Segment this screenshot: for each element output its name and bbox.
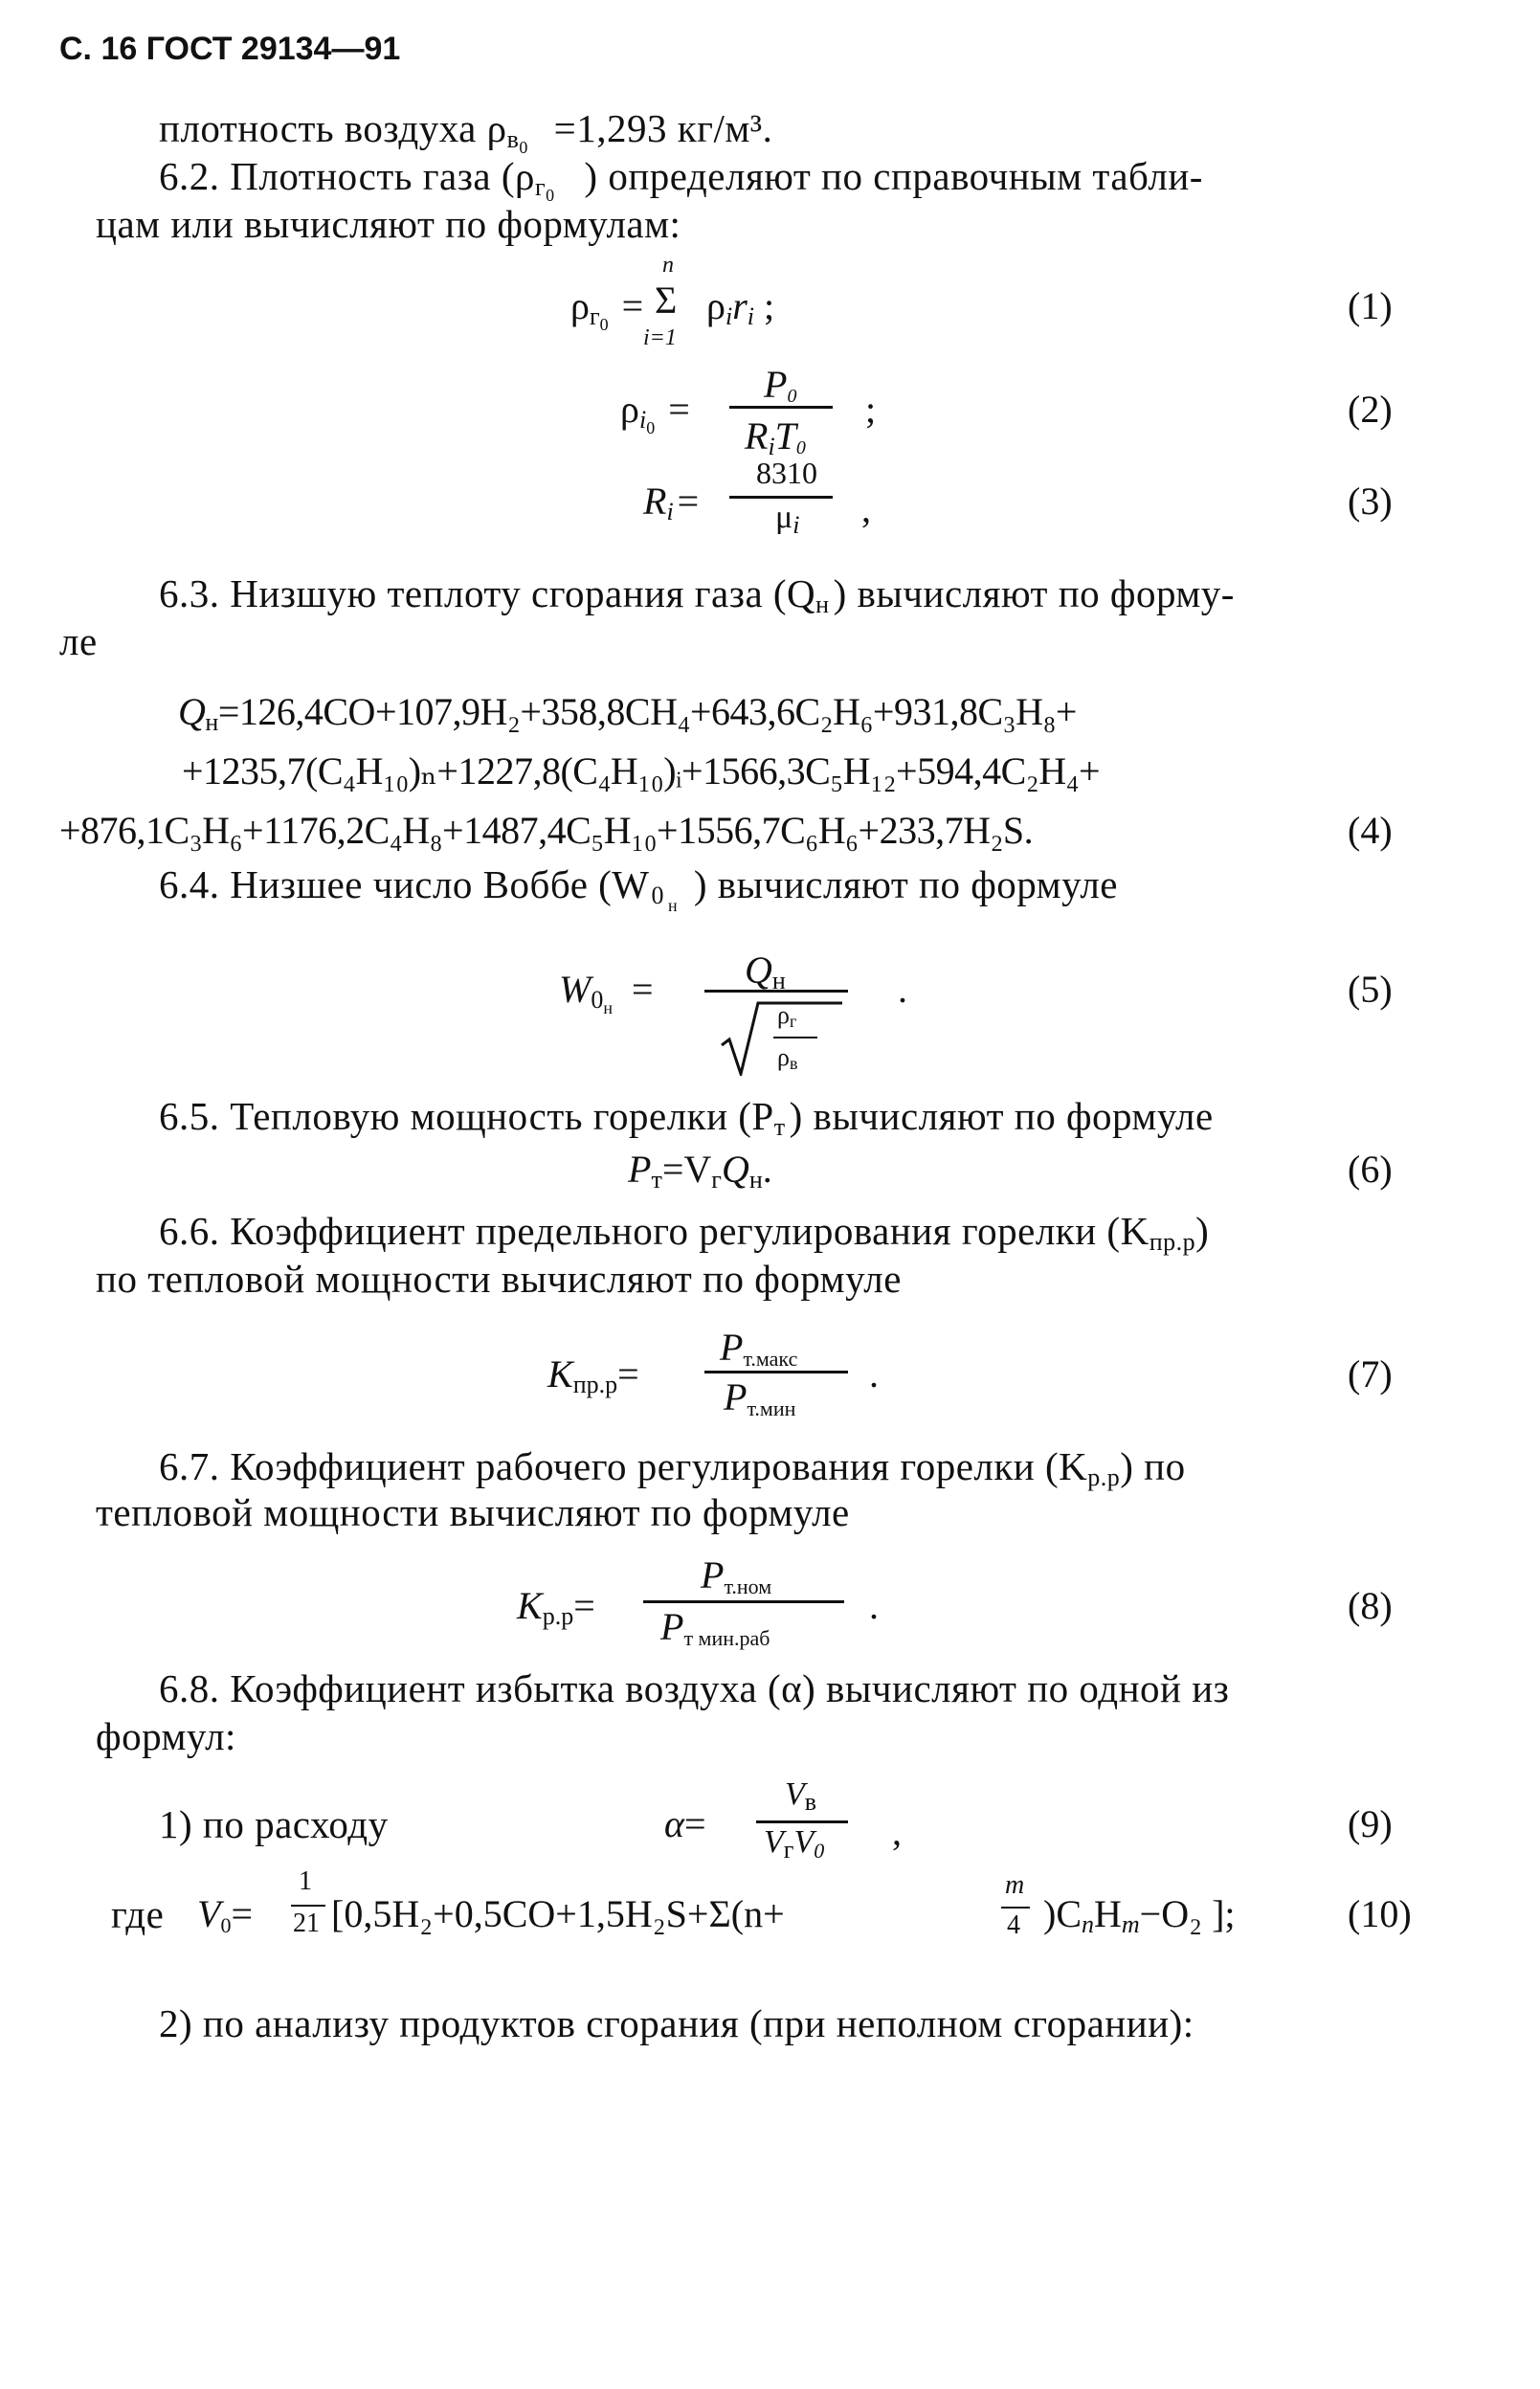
text: =1,293 кг/м³.	[553, 106, 773, 150]
formula-4-line3: +876,1C₃H₆+1176,2C₄H₈+1487,4C₅H₁₀+1556,7C₆H₆+233,7H₂S.	[59, 809, 1034, 852]
comma: ,	[892, 1810, 902, 1853]
period: .	[869, 1352, 879, 1395]
text: 6.6. Коэффициент предельного регулирования горелки (K	[159, 1209, 1149, 1253]
formula-8-den: Pт мин.раб	[660, 1605, 770, 1650]
formula-2-lhs: $\rho i_0$ =	[620, 388, 690, 437]
section-6-6-line2: по тепловой мощности вычисляют по формуле	[96, 1257, 902, 1301]
frac-m: m	[1005, 1870, 1025, 1900]
sum-sign: Σ	[655, 279, 678, 322]
formula-3-lhs: Ri =	[643, 480, 700, 525]
text: ) определяют по справочным табли-	[584, 154, 1203, 198]
air-density-line	[159, 105, 772, 158]
section-6-6-line1	[159, 1208, 1209, 1257]
text: 6.4. Низшее число Воббе (W	[159, 862, 650, 906]
fraction-bar	[756, 1820, 848, 1823]
rho-g: ρг	[777, 1001, 797, 1031]
text: −O₂ ];	[1139, 1892, 1236, 1935]
formula-9-den: VгV0	[764, 1824, 825, 1864]
subsub: н	[668, 896, 679, 915]
text: ) вычисляют по формуле	[693, 862, 1118, 906]
formula-10-lhs: V0=	[197, 1892, 253, 1937]
item-1-label: 1) по расходу	[159, 1802, 389, 1846]
sum-lower: i=1	[643, 325, 677, 350]
formula-4-line1: Qн=126,4CO+107,9H₂+358,8CH₄+643,6C₂H₆+931,8C₃H₈+	[178, 690, 1077, 736]
section-6-2-line2: цам или вычисляют по формулам:	[96, 202, 681, 246]
text: H	[1094, 1892, 1122, 1935]
eq-number: (9)	[1348, 1802, 1393, 1845]
section-6-8-line1: 6.8. Коэффициент избытка воздуха (α) вычисляют по одной из	[159, 1666, 1230, 1710]
formula-5-lhs: $W0_н$ =	[559, 968, 654, 1017]
text: 6.3. Низшую теплоту сгорания газа (Q	[159, 571, 816, 615]
formula-7-num: Pт.макс	[720, 1326, 798, 1371]
sub: т мин.раб	[683, 1626, 770, 1650]
formula-10-body: [0,5H₂+0,5CO+1,5H₂S+Σ(n+	[331, 1892, 785, 1935]
formula-2-den: RiT0	[745, 414, 806, 460]
frac-num: 1	[299, 1866, 312, 1896]
sub: т.макс	[743, 1347, 798, 1371]
formula-7-lhs: Kпр.р=	[547, 1352, 639, 1398]
eq-number: (7)	[1348, 1352, 1393, 1395]
fraction-bar	[704, 990, 848, 993]
section-6-3-line2: ле	[59, 619, 98, 663]
formula-9-num: Vв	[785, 1776, 817, 1816]
semicolon: ;	[865, 388, 877, 431]
sub: т.мин	[747, 1396, 796, 1420]
where-label: где	[111, 1892, 165, 1936]
eq-number: (3)	[1348, 480, 1393, 523]
frac-den: 21	[293, 1909, 320, 1938]
formula-8-num: Pт.ном	[701, 1553, 772, 1598]
sub: т	[773, 1113, 786, 1141]
text: 6.5. Тепловую мощность горелки (P	[159, 1094, 774, 1138]
frac-4: 4	[1007, 1910, 1020, 1940]
section-6-7-line1	[159, 1443, 1186, 1492]
formula-4-line2: +1235,7(C₄H₁₀)ₙ+1227,8(C₄H₁₀)ᵢ+1566,3C₅H₁₂+594,4C₂H₄+	[182, 749, 1101, 793]
text: плотность воздуха ρ	[159, 106, 507, 150]
comma: ,	[861, 487, 871, 530]
text: 6.7. Коэффициент рабочего регулирования горелки (K	[159, 1444, 1088, 1488]
sub: г	[535, 173, 547, 201]
eq-number: (4)	[1348, 809, 1393, 852]
section-6-7-line2: тепловой мощности вычисляют по формуле	[96, 1490, 850, 1534]
formula-6-body: Pт=VгQн.	[628, 1148, 772, 1194]
text: ) вычисляют по формуле	[789, 1094, 1214, 1138]
eq-number: (6)	[1348, 1148, 1393, 1191]
subsub: 0	[519, 138, 528, 157]
fraction-bar	[291, 1905, 325, 1907]
text: ) по	[1120, 1444, 1186, 1488]
sub: пр.р	[1149, 1228, 1196, 1256]
sum-upper: n	[662, 253, 674, 278]
fraction-bar	[729, 406, 833, 409]
section-6-5-line	[159, 1093, 1214, 1142]
section-6-4-line	[159, 861, 1118, 916]
text: =V	[661, 1148, 712, 1191]
eq-number: (5)	[1348, 968, 1393, 1011]
fraction-bar	[729, 496, 833, 499]
sub: в	[506, 125, 520, 153]
text: ) вычисляют по форму-	[833, 571, 1235, 615]
fraction-bar	[704, 1371, 848, 1373]
formula-10-tail: )CnHm−O₂ ];	[1043, 1892, 1236, 1938]
formula-1-lhs: $\rho г_0$ =	[570, 284, 644, 334]
eq-number: (1)	[1348, 284, 1393, 327]
fraction-bar	[643, 1600, 844, 1603]
formula-3-den: μi	[775, 500, 800, 539]
sub: т.ном	[724, 1574, 772, 1598]
rho-v: ρв	[777, 1043, 798, 1073]
formula-5-num: Qн	[745, 949, 786, 994]
item-2-label: 2) по анализу продуктов сгорания (при неполном сгорании):	[159, 2001, 1194, 2045]
text: )	[1195, 1209, 1210, 1253]
text: =126,4CO+107,9H₂+358,8CH₄+643,6C₂H₆+931,8C₃H₈+	[217, 690, 1077, 733]
formula-2-num: P0	[764, 363, 797, 407]
section-6-8-line2: формул:	[96, 1714, 236, 1758]
sub: 0	[651, 882, 665, 909]
q: Q	[178, 690, 206, 733]
text: 6.2. Плотность газа (ρ	[159, 154, 535, 198]
formula-1-rhs: ρiri ;	[706, 284, 775, 330]
subsub: 0	[546, 186, 555, 205]
fraction-bar	[1001, 1907, 1030, 1909]
formula-8-lhs: Kр.р=	[517, 1584, 595, 1630]
formula-7-den: Pт.мин	[724, 1375, 796, 1420]
formula-9-lhs: α=	[664, 1802, 706, 1845]
eq-number: (2)	[1348, 388, 1393, 431]
period: .	[898, 968, 907, 1011]
section-6-2-line1	[159, 153, 1203, 206]
page-header: С. 16 ГОСТ 29134—91	[59, 31, 401, 67]
sub: р.р	[1087, 1463, 1121, 1491]
sub: н	[815, 591, 830, 618]
text: )C	[1043, 1892, 1082, 1935]
section-6-3-line1	[159, 570, 1235, 619]
eq-number: (8)	[1348, 1584, 1393, 1627]
formula-3-num: 8310	[756, 456, 817, 490]
eq-number: (10)	[1348, 1892, 1412, 1935]
period: .	[869, 1584, 879, 1627]
